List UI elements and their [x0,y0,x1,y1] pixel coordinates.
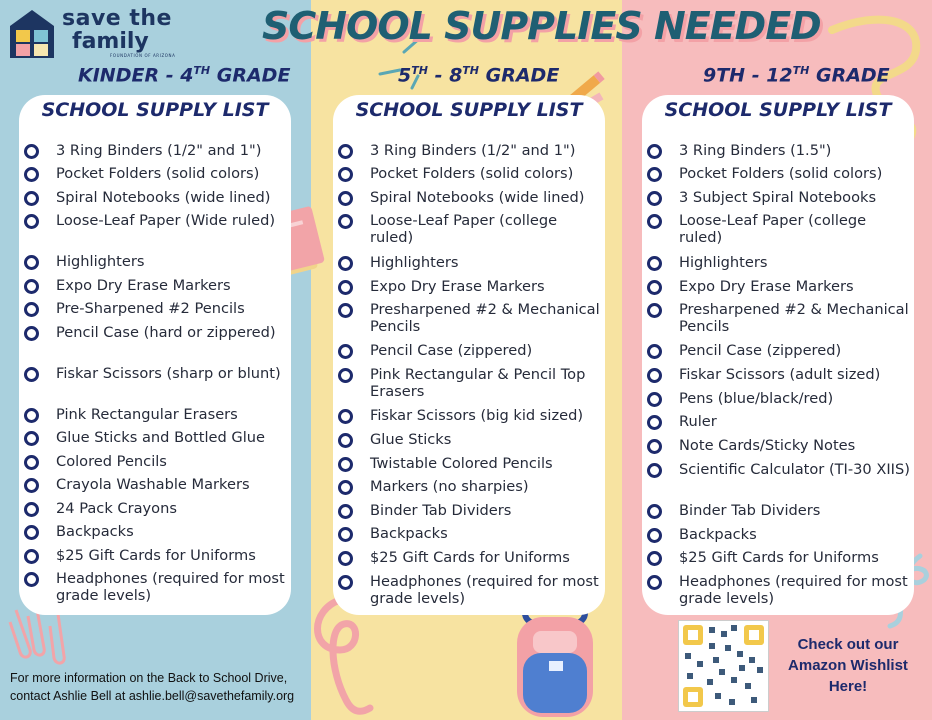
supply-list-card-5-8 [333,95,605,615]
qr-code[interactable] [678,620,769,712]
supply-list-item [647,549,912,566]
supply-list-item [338,525,603,542]
supply-item-label: Backpacks [56,523,134,540]
supply-item-label: 3 Ring Binders (1.5") [679,142,832,159]
supply-list-item [338,342,603,359]
supply-item-label: $25 Gift Cards for Uniforms [370,549,570,566]
supply-list-item [647,165,912,182]
supply-list-item [647,526,912,543]
logo-text-line1: save the [62,6,172,31]
supply-item-label: 3 Ring Binders (1/2" and 1") [370,142,576,159]
supply-list-item [338,549,603,566]
supply-item-label: Pencil Case (hard or zippered) [56,324,276,341]
checkbox-circle-icon[interactable] [338,527,353,542]
page-title: SCHOOL SUPPLIES NEEDED [262,4,821,48]
supply-item-label: Pre-Sharpened #2 Pencils [56,300,245,317]
card-title: SCHOOL SUPPLY LIST [664,99,892,121]
supply-list-item [647,366,912,383]
supply-list-item [647,142,912,159]
supply-list-item [338,142,603,159]
logo-text-line2: family [72,29,149,54]
logo-icon [8,8,56,60]
grade-heading-k4-prefix: KINDER - 4 [78,64,194,87]
supply-list-item [338,366,603,400]
supply-item-label: Pink Rectangular Erasers [56,406,238,423]
supply-item-label: Binder Tab Dividers [370,502,512,519]
checkbox-circle-icon[interactable] [647,214,662,229]
grade-heading-9-12 [703,64,890,86]
card-title: SCHOOL SUPPLY LIST [41,99,269,121]
checkbox-circle-icon[interactable] [338,344,353,359]
supply-item-label: Headphones (required for most grade levels) [56,570,285,604]
supply-list-item [24,547,289,564]
checkbox-circle-icon[interactable] [24,478,39,493]
supply-list-item [647,413,912,430]
supply-item-label: Loose-Leaf Paper (college ruled) [679,212,867,246]
supply-item-label: Colored Pencils [56,453,167,470]
checkbox-circle-icon[interactable] [647,280,662,295]
supply-item-label: Binder Tab Dividers [679,502,821,519]
supply-list-item [24,212,289,229]
checkbox-circle-icon[interactable] [24,191,39,206]
supply-list-item [338,189,603,206]
supply-list-item [24,165,289,182]
checkbox-circle-icon[interactable] [24,302,39,317]
supply-item-label: Loose-Leaf Paper (college ruled) [370,212,558,246]
grade-heading-5-8-sup1: TH [411,64,428,77]
supply-list-item [647,278,912,295]
checkbox-circle-icon[interactable] [647,144,662,159]
supply-list-item [647,461,912,478]
supply-item-label: Glue Sticks [370,431,452,448]
checkbox-circle-icon[interactable] [338,368,353,383]
supply-list-item [338,165,603,182]
checkbox-circle-icon[interactable] [24,408,39,423]
supply-list-item [24,365,289,382]
supply-list-item [24,453,289,470]
contact-info [10,669,294,705]
checkbox-circle-icon[interactable] [338,409,353,424]
supply-item-label: Presharpened #2 & Mechanical Pencils [370,301,600,335]
supply-list-item [24,523,289,540]
checkbox-circle-icon[interactable] [647,575,662,590]
supply-list-item [338,478,603,495]
checkbox-circle-icon[interactable] [647,303,662,318]
supply-list-item [24,253,289,270]
grade-heading-9-12-prefix: 9TH - 12 [703,64,793,87]
supply-item-label: Crayola Washable Markers [56,476,250,493]
supply-list-item [24,429,289,446]
checkbox-circle-icon[interactable] [24,502,39,517]
checkbox-circle-icon[interactable] [24,431,39,446]
supply-item-label: Glue Sticks and Bottled Glue [56,429,265,446]
checkbox-circle-icon[interactable] [647,256,662,271]
checkbox-circle-icon[interactable] [647,528,662,543]
supply-item-label: Ruler [679,413,717,430]
checkbox-circle-icon[interactable] [338,256,353,271]
checkbox-circle-icon[interactable] [338,551,353,566]
checkbox-circle-icon[interactable] [647,551,662,566]
checkbox-circle-icon[interactable] [647,392,662,407]
supply-item-label: Loose-Leaf Paper (Wide ruled) [56,212,276,229]
wishlist-line3: Here! [828,678,868,695]
checkbox-circle-icon[interactable] [24,144,39,159]
checkbox-circle-icon[interactable] [338,280,353,295]
supply-item-label: Spiral Notebooks (wide lined) [56,189,271,206]
supply-list-item [24,476,289,493]
grade-heading-5-8-sup2: TH [462,64,480,77]
supply-item-label: Headphones (required for most grade levels) [370,573,599,607]
supply-item-label: Fiskar Scissors (sharp or blunt) [56,365,281,382]
supply-item-label: Presharpened #2 & Mechanical Pencils [679,301,909,335]
checkbox-circle-icon[interactable] [24,572,39,587]
supply-list-item [24,406,289,423]
supply-list-item [338,573,603,607]
supply-item-label: Fiskar Scissors (adult sized) [679,366,881,383]
card-title: SCHOOL SUPPLY LIST [355,99,583,121]
checkbox-circle-icon[interactable] [647,463,662,478]
contact-info-line1: For more information on the Back to School Drive, [10,671,288,685]
supply-list-item [24,142,289,159]
supply-item-label: Twistable Colored Pencils [370,455,553,472]
supply-item-label: Highlighters [679,254,768,271]
checkbox-circle-icon[interactable] [24,455,39,470]
supply-list-item [647,189,912,206]
contact-info-line2: contact Ashlie Bell at ashlie.bell@savethefamily.org [10,689,295,703]
checkbox-circle-icon[interactable] [647,368,662,383]
supply-list-item [647,212,912,246]
checkbox-circle-icon[interactable] [338,504,353,519]
checkbox-circle-icon[interactable] [647,439,662,454]
supply-item-label: 3 Ring Binders (1/2" and 1") [56,142,262,159]
checkbox-circle-icon[interactable] [24,214,39,229]
supply-item-label: Expo Dry Erase Markers [56,277,231,294]
grade-heading-k4 [78,64,290,86]
supply-list-item [338,407,603,424]
supply-item-label: Pocket Folders (solid colors) [679,165,883,182]
checkbox-circle-icon[interactable] [338,191,353,206]
logo-text-line3: FOUNDATION OF ARIZONA [110,53,176,58]
supply-list-item [338,254,603,271]
brand-logo [8,8,175,60]
checkbox-circle-icon[interactable] [338,303,353,318]
supply-item-label: Fiskar Scissors (big kid sized) [370,407,584,424]
supply-list-item [338,301,603,335]
checkbox-circle-icon[interactable] [24,326,39,341]
checkbox-circle-icon[interactable] [338,214,353,229]
supply-item-label: Pencil Case (zippered) [679,342,842,359]
supply-item-label: $25 Gift Cards for Uniforms [679,549,879,566]
supply-list-item [24,324,289,341]
checkbox-circle-icon[interactable] [338,457,353,472]
checkbox-circle-icon[interactable] [24,279,39,294]
supply-list-item [647,390,912,407]
checkbox-circle-icon[interactable] [647,167,662,182]
supply-list-item [24,500,289,517]
grade-heading-5-8-prefix: 5 [398,64,412,87]
checkbox-circle-icon[interactable] [647,415,662,430]
supply-item-label: Highlighters [370,254,459,271]
checkbox-circle-icon[interactable] [338,167,353,182]
supply-item-label: Pens (blue/black/red) [679,390,834,407]
supply-item-label: Pocket Folders (solid colors) [370,165,574,182]
checkbox-circle-icon[interactable] [338,575,353,590]
grade-heading-9-12-sup: TH [792,64,810,77]
amazon-wishlist-callout[interactable] [772,634,924,697]
wishlist-line2: Amazon Wishlist [788,657,908,674]
grade-heading-5-8-mid: - 8 [427,64,463,87]
checkbox-circle-icon[interactable] [647,344,662,359]
qr-code-icon [679,621,768,711]
supply-list-item [647,301,912,335]
grade-heading-5-8-suffix: GRADE [479,64,560,87]
supply-item-label: Headphones (required for most grade levels) [679,573,908,607]
supply-item-label: Note Cards/Sticky Notes [679,437,856,454]
wishlist-line1: Check out our [797,636,899,653]
grade-heading-k4-sup: TH [193,64,211,77]
supply-item-label: Pocket Folders (solid colors) [56,165,260,182]
checkbox-circle-icon[interactable] [647,504,662,519]
supply-item-label: 3 Subject Spiral Notebooks [679,189,877,206]
supply-list-item [338,455,603,472]
supply-item-label: 24 Pack Crayons [56,500,177,517]
checkbox-circle-icon[interactable] [338,144,353,159]
supply-item-label: Expo Dry Erase Markers [370,278,545,295]
checkbox-circle-icon[interactable] [24,525,39,540]
supply-list-item [647,342,912,359]
supply-item-label: Scientific Calculator (TI-30 XIIS) [679,461,910,478]
supply-list-item [647,573,912,607]
grade-heading-5-8 [398,64,559,86]
supply-list-item [338,212,603,246]
grade-heading-9-12-suffix: GRADE [809,64,890,87]
supply-list-card-9-12 [642,95,914,615]
checkbox-circle-icon[interactable] [24,167,39,182]
supply-list-item [24,300,289,317]
supply-list-item [24,277,289,294]
supply-list-item [24,189,289,206]
supply-item-label: Backpacks [679,526,757,543]
checkbox-circle-icon[interactable] [338,433,353,448]
supply-list-item [647,254,912,271]
supply-list-item [338,278,603,295]
supply-item-label: Pink Rectangular & Pencil Top Erasers [370,366,586,400]
supply-item-label: Spiral Notebooks (wide lined) [370,189,585,206]
supply-list-card-k4 [19,95,291,615]
checkbox-circle-icon[interactable] [24,255,39,270]
supply-list-item [647,502,912,519]
supply-list-item [338,502,603,519]
supply-list-item [338,431,603,448]
supply-list-item [647,437,912,454]
supply-item-label: Highlighters [56,253,145,270]
checkbox-circle-icon[interactable] [24,367,39,382]
supply-item-label: $25 Gift Cards for Uniforms [56,547,256,564]
grade-heading-k4-suffix: GRADE [210,64,291,87]
checkbox-circle-icon[interactable] [24,549,39,564]
supply-list-item [24,570,289,604]
supply-item-label: Pencil Case (zippered) [370,342,533,359]
checkbox-circle-icon[interactable] [338,480,353,495]
supply-item-label: Backpacks [370,525,448,542]
supply-item-label: Expo Dry Erase Markers [679,278,854,295]
supply-item-label: Markers (no sharpies) [370,478,529,495]
checkbox-circle-icon[interactable] [647,191,662,206]
